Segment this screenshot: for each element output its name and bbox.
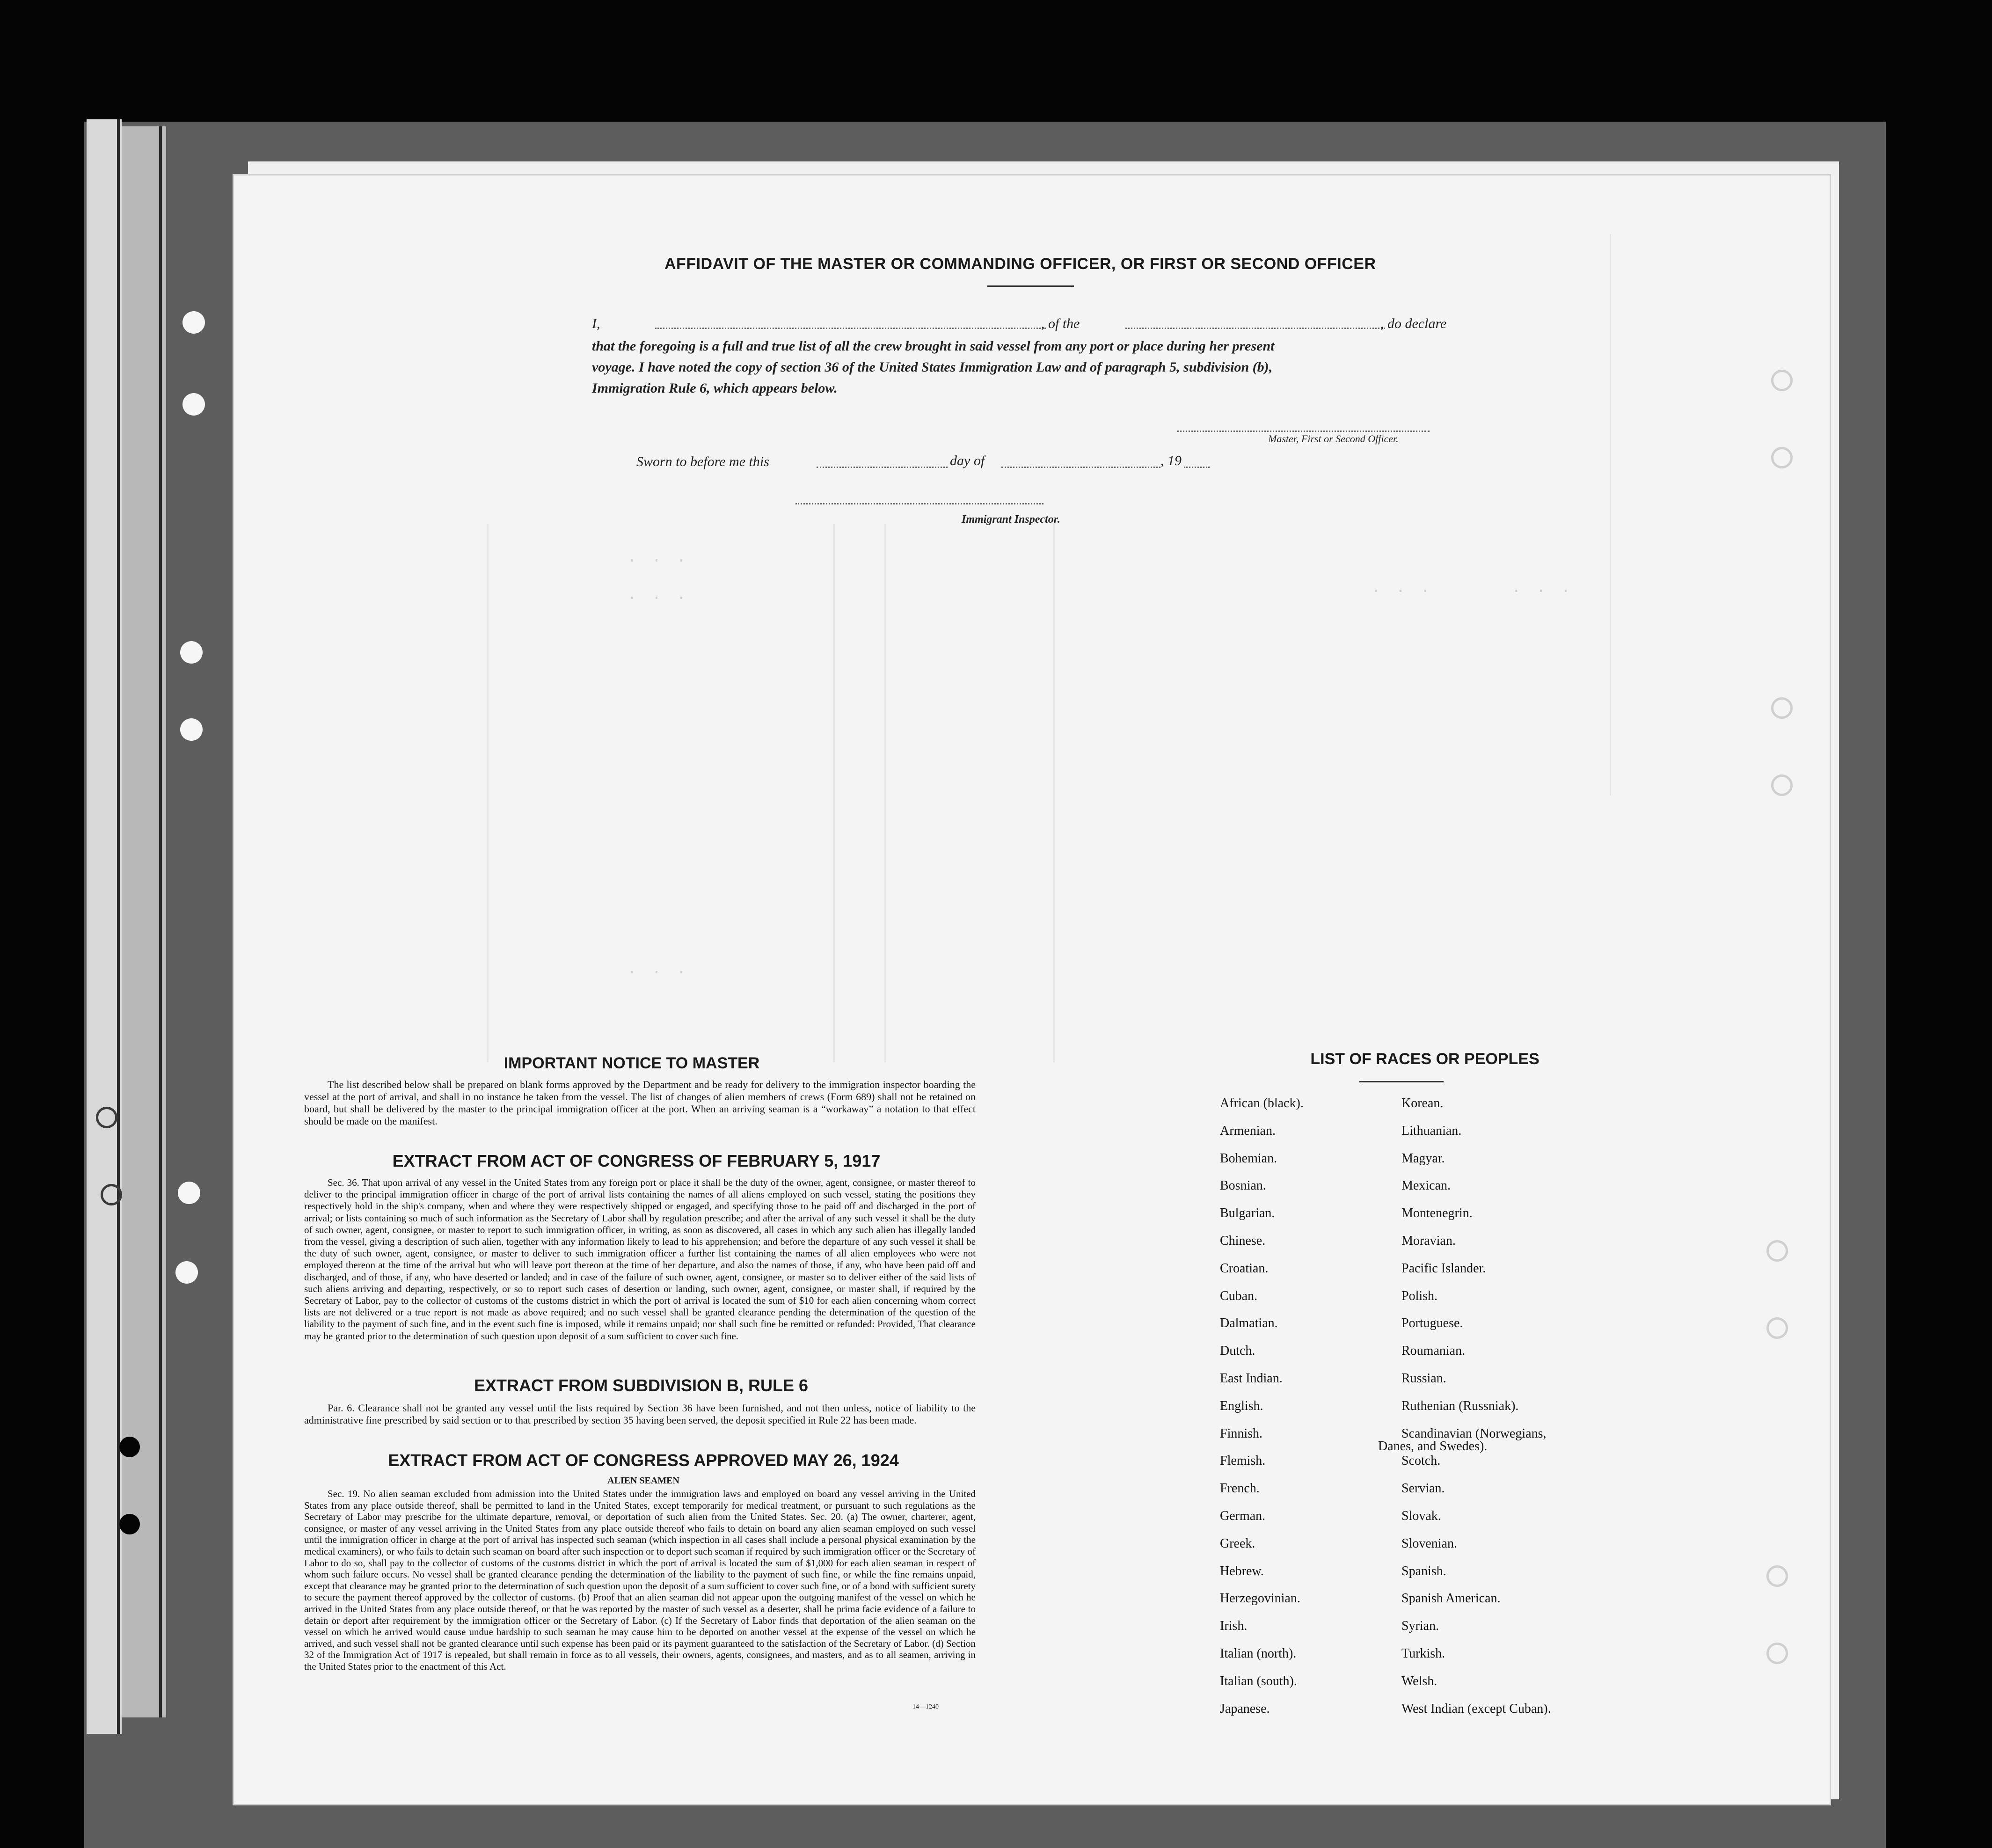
race-item: East Indian.: [1220, 1371, 1283, 1386]
race-item: Dutch.: [1220, 1344, 1255, 1359]
race-item: Finnish.: [1220, 1426, 1263, 1441]
race-item: Spanish American.: [1401, 1591, 1501, 1606]
bleed-through: [1610, 234, 1611, 796]
race-item: Herzegovinian.: [1220, 1591, 1300, 1606]
punch-hole: [119, 1437, 140, 1457]
race-item: Welsh.: [1401, 1673, 1437, 1688]
race-item: Magyar.: [1401, 1151, 1445, 1166]
race-item: Korean.: [1401, 1096, 1444, 1110]
year-label: , 19: [1160, 453, 1182, 468]
race-item: Cuban.: [1220, 1288, 1258, 1303]
race-item: Irish.: [1220, 1619, 1248, 1634]
form-number: 14—1240: [912, 1703, 939, 1710]
sworn-year-blank[interactable]: [1184, 467, 1210, 468]
race-item: Polish.: [1401, 1288, 1438, 1303]
master-label: Master, First or Second Officer.: [1268, 433, 1399, 445]
extract-1917-text: Sec. 36. That upon arrival of any vessel in the United States from any foreign port or place it shall be the duty of the owner, agent, consignee, or master thereof to deliver to the principal immigration officer in charge of the port of arrival lists containing the names of all aliens employed on such vessel, stating the positions they respectively hold in the ship's company, when and where they were respectively shipped or engaged, and specifying those to be paid off and discharged in the port of arrival; or lists containing so much of such information as the Secretary of Labor shall by regulation prescribe; and after the arrival of any such vessel it shall be the duty of such owner, agent, consignee, or master to report to such immigration officer, in writing, as soon as discovered, all cases in which any such alien has illegally landed from the vessel, giving a description of such alien, together with any information likely to lead to his apprehension; and before the departure of any such vessel it shall be the duty of such owner, agent, consignee, or master to deliver to such immigration officer a further list containing the names of all alien employees who were not employed thereon at the time of the arrival but who will leave port thereon at the time of her departure, and also the names of those, if any, who have been paid off and discharged, and of those, if any, who have deserted or landed; and in case of the failure of such owner, agent, consignee, or master so to deliver either of the said lists of such aliens arriving and departing, respectively, or so to report such cases of desertion or landing, such owner, agent, consignee, or master shall, if required by the Secretary of Labor, pay to the collector of customs of the customs district in which the port of arrival is located the sum of $10 for each alien concerning whom correct lists are not delivered or a true report is not made as above required; and no such vessel shall be granted clearance pending the determination of the question of the liability to the payment of such fine, and in the event such fine is imposed, while it remains unpaid; nor shall such fine be remitted or refunded: Provided, That clearance may be granted prior to the determination of such question upon deposit of a sum sufficient to cover such fine.: [304, 1177, 976, 1342]
scandinavian-continued: Danes, and Swedes).: [1378, 1439, 1488, 1454]
sworn-day-blank[interactable]: [817, 467, 948, 468]
sworn-label: Sworn to before me this: [636, 454, 769, 469]
punch-hole: [1766, 1317, 1788, 1339]
race-item: Slovak.: [1401, 1509, 1441, 1523]
bleed-through: · · ·: [627, 552, 689, 570]
inspector-label: Immigrant Inspector.: [962, 513, 1060, 526]
punch-hole: [1771, 370, 1793, 391]
bleed-through: [833, 524, 835, 1062]
race-item: Croatian.: [1220, 1261, 1269, 1276]
notice-title: IMPORTANT NOTICE TO MASTER: [503, 1054, 760, 1072]
bleed-through: · · ·: [627, 964, 689, 982]
punch-hole: [1766, 1565, 1788, 1587]
bleed-through: · · ·: [627, 590, 689, 607]
race-item: Greek.: [1220, 1536, 1255, 1551]
extract-1924-text: Sec. 19. No alien seaman excluded from admission into the United States under the immigration laws and employed on board any vessel arriving in the United States from any place outside thereof, shall be permitted to land in the United States, except temporarily for medical treatment, or pursuant to such regulations as the Secretary of Labor may prescribe for the ultimate departure, removal, or deportation of such alien from the United States. Sec. 20. (a) The owner, charterer, agent, consignee, or master of any vessel arriving in the United States from any place outside thereof who fails to detain on board any alien seaman employed on such vessel until the immigration officer in charge at the port of arrival has inspected such seaman (which inspection in all cases shall include a personal physical examination by the medical examiners), or who fails to detain such seaman on board after such inspection or to deport such seaman if required by such immigration officer or the Secretary of Labor to do so, shall pay to the collector of customs of the customs district in which the port of arrival is located the sum of $1,000 for each alien seaman in respect of whom such failure occurs. No vessel shall be granted clearance pending the determination of the liability to the payment of such fine, or while the fine remains unpaid, except that clearance may be granted prior to the determination of such question upon the deposit of a sum sufficient to cover such fine, or of a bond with sufficient surety to secure the payment thereof approved by the collector of customs. (b) Proof that an alien seaman did not appear upon the outgoing manifest of the vessel on which he arrived in the United States from any place outside thereof, or that he was reported by the master of such vessel as a deserter, shall be prima facie evidence of a failure to detain or deport after requirement by the immigration officer or the Secretary of Labor. (c) If the Secretary of Labor finds that deportation of the alien seaman on the vessel on which he arrived would cause undue hardship to such seaman he may cause him to be deported on another vessel at the expense of the vessel on which he arrived, and such vessel shall not be granted clearance until such expense has been paid or its payment guaranteed to the satisfaction of the Secretary of Labor. (d) Section 32 of the Immigration Act of 1917 is repealed, but shall remain in force as to all vessels, their owners, agents, consignees, and masters, and as to all seamen, arriving in the United States prior to the enactment of this Act.: [304, 1488, 976, 1672]
punch-hole: [175, 1261, 198, 1284]
punch-hole: [178, 1182, 200, 1204]
race-item: Armenian.: [1220, 1123, 1276, 1138]
punch-hole: [1771, 697, 1793, 719]
race-item: Bohemian.: [1220, 1151, 1277, 1166]
race-item: Turkish.: [1401, 1646, 1445, 1661]
alien-seamen-subtitle: ALIEN SEAMEN: [607, 1475, 679, 1486]
punch-hole: [1771, 774, 1793, 796]
affidavit-i: I,: [592, 316, 600, 331]
race-item: Chinese.: [1220, 1234, 1266, 1248]
race-item: Moravian.: [1401, 1234, 1456, 1248]
extract-1924-title: EXTRACT FROM ACT OF CONGRESS APPROVED MAY 26, 1924: [388, 1451, 899, 1470]
races-title: LIST OF RACES OR PEOPLES: [1310, 1050, 1540, 1068]
race-item: Pacific Islander.: [1401, 1261, 1486, 1276]
bleed-through: [884, 524, 886, 1062]
punch-hole: [119, 1514, 140, 1534]
race-item: Scandinavian (Norwegians,: [1401, 1426, 1547, 1441]
sworn-month-blank[interactable]: [1001, 467, 1160, 468]
punch-hole: [101, 1184, 122, 1205]
binder-line: [117, 119, 120, 1734]
affidavit-line-2: that the foregoing is a full and true list of all the crew brought in said vessel from any port or place during her present: [592, 338, 1275, 354]
punch-hole: [182, 393, 205, 416]
race-item: Lithuanian.: [1401, 1123, 1462, 1138]
race-item: Spanish.: [1401, 1563, 1446, 1578]
punch-hole: [96, 1107, 117, 1128]
punch-hole: [1766, 1240, 1788, 1262]
vessel-blank[interactable]: [1125, 328, 1385, 329]
race-item: Scotch.: [1401, 1454, 1441, 1468]
punch-hole: [182, 311, 205, 334]
punch-hole: [180, 718, 203, 741]
affidavit-title: AFFIDAVIT OF THE MASTER OR COMMANDING OFFICER, OR FIRST OR SECOND OFFICER: [664, 255, 1376, 273]
race-item: English.: [1220, 1398, 1263, 1413]
day-of-label: day of: [950, 453, 985, 468]
race-item: Hebrew.: [1220, 1563, 1264, 1578]
notice-text: The list described below shall be prepared on blank forms approved by the Department and be ready for delivery to the immigration inspector boarding the vessel at the port of arrival, and shall in no instance be taken from the vessel. The list of changes of alien members of crews (Form 689) shall not be retained on board, but shall be delivered by the master to the principal immigration officer at the port. When an arriving seaman is a “workaway” a notation to that effect should be made on the manifest.: [304, 1079, 976, 1127]
race-item: Bosnian.: [1220, 1178, 1266, 1193]
race-item: Ruthenian (Russniak).: [1401, 1398, 1519, 1413]
race-item: Mexican.: [1401, 1178, 1451, 1193]
bleed-through: · · ·: [1511, 583, 1574, 600]
punch-hole: [180, 641, 203, 664]
race-item: Japanese.: [1220, 1701, 1270, 1716]
race-item: African (black).: [1220, 1096, 1304, 1110]
binder-edge-light: [87, 119, 122, 1734]
inspector-signature-line[interactable]: [795, 503, 1043, 504]
races-title-rule: [1359, 1081, 1444, 1082]
race-item: Russian.: [1401, 1371, 1446, 1386]
race-item: German.: [1220, 1509, 1266, 1523]
race-item: Dalmatian.: [1220, 1316, 1278, 1331]
bleed-through: [1053, 524, 1055, 1062]
rule6-text: Par. 6. Clearance shall not be granted any vessel until the lists required by Section 36 have been furnished, and not then unless, notice of liability to the administrative fine prescribed by said section or to that prescribed by section 35 having been served, the deposit specified in Rule 22 has been made.: [304, 1402, 976, 1426]
punch-hole: [1771, 447, 1793, 468]
affidavit-line-4: Immigration Rule 6, which appears below.: [592, 380, 838, 396]
affidavit-declare: , do declare: [1380, 316, 1447, 331]
race-item: Slovenian.: [1401, 1536, 1457, 1551]
race-item: Syrian.: [1401, 1619, 1439, 1634]
race-item: Italian (south).: [1220, 1673, 1297, 1688]
race-item: Portuguese.: [1401, 1316, 1463, 1331]
race-item: Bulgarian.: [1220, 1206, 1275, 1221]
race-item: French.: [1220, 1481, 1260, 1496]
race-item: Italian (north).: [1220, 1646, 1297, 1661]
binder-line: [159, 126, 162, 1717]
affidavit-of-the: , of the: [1041, 316, 1080, 331]
race-item: Montenegrin.: [1401, 1206, 1473, 1221]
race-item: West Indian (except Cuban).: [1401, 1701, 1551, 1716]
affidavit-line-3: voyage. I have noted the copy of section 36 of the United States Immigration Law and of paragraph 5, subdivision (b),: [592, 359, 1273, 375]
extract-1917-title: EXTRACT FROM ACT OF CONGRESS OF FEBRUARY 5, 1917: [392, 1151, 881, 1170]
race-item: Flemish.: [1220, 1454, 1266, 1468]
race-item: Roumanian.: [1401, 1344, 1466, 1359]
name-blank[interactable]: [655, 328, 1046, 329]
race-item: Servian.: [1401, 1481, 1445, 1496]
punch-hole: [1766, 1643, 1788, 1664]
bleed-through: [487, 524, 489, 1062]
bleed-through: · · ·: [1371, 583, 1433, 600]
rule6-title: EXTRACT FROM SUBDIVISION B, RULE 6: [474, 1376, 809, 1395]
master-signature-line[interactable]: [1177, 431, 1430, 432]
affidavit-title-rule: [987, 285, 1074, 287]
